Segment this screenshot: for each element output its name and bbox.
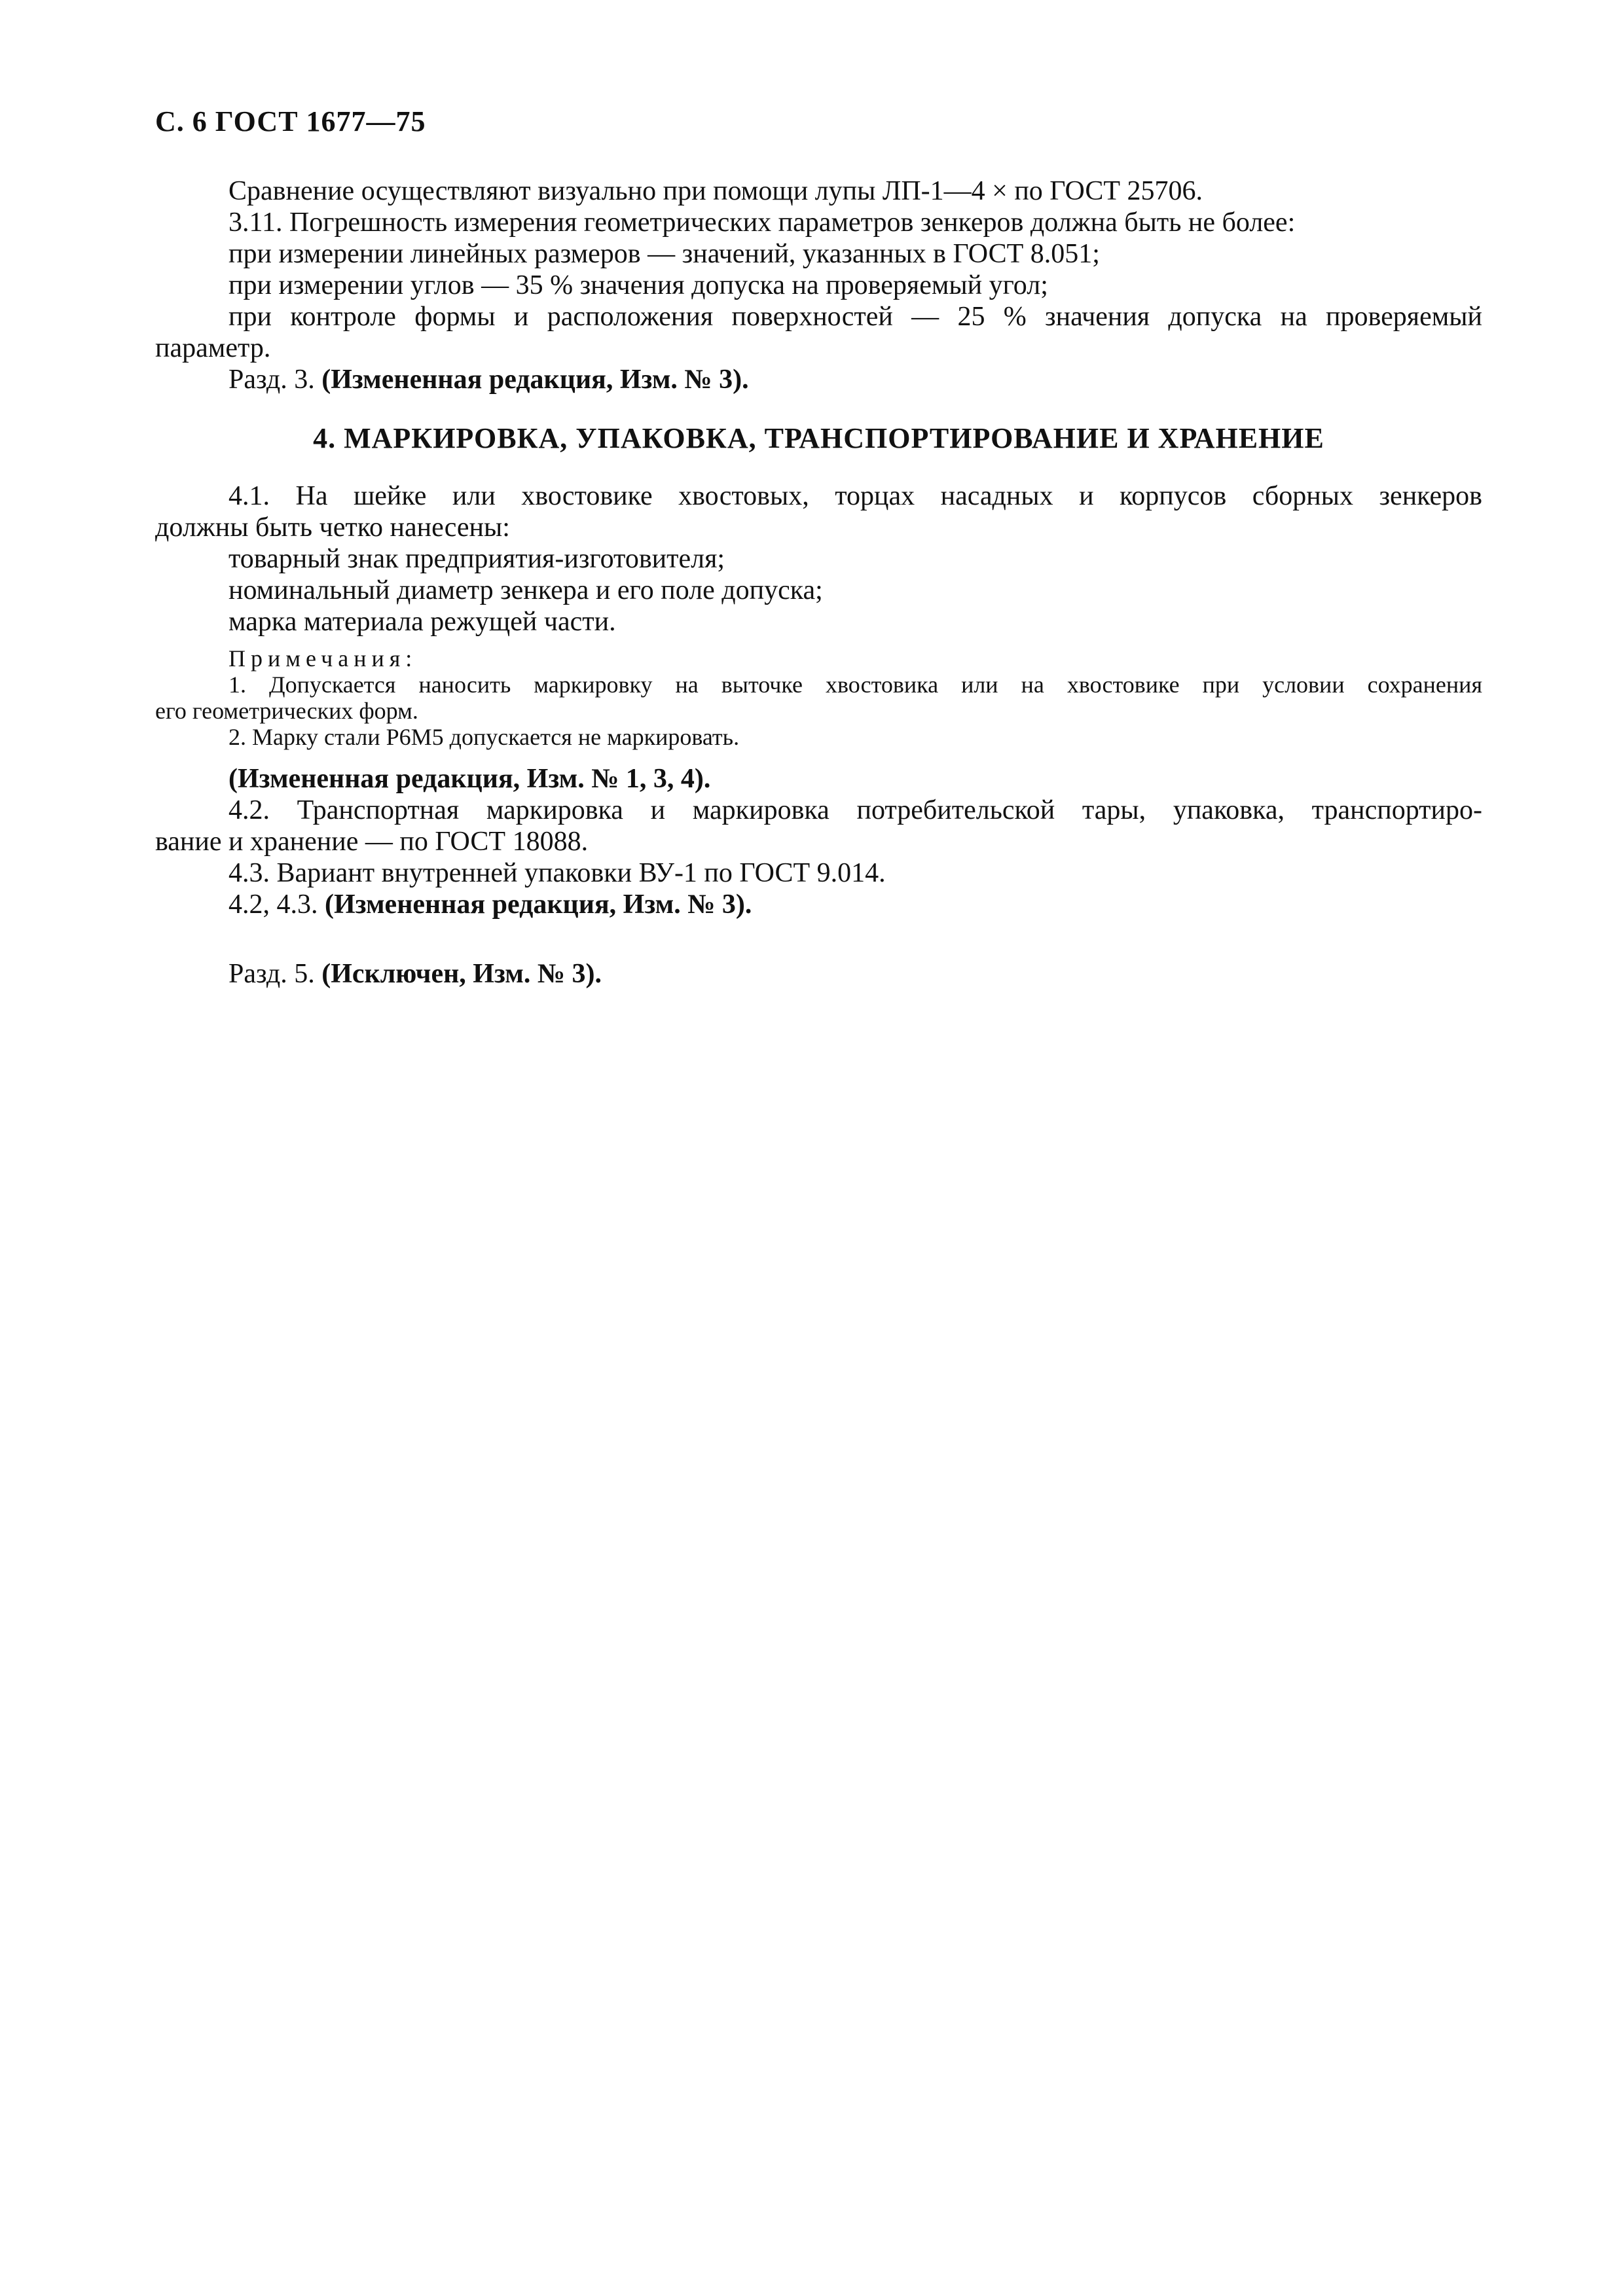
- paragraph-4-1: 4.1. На шейке или хвостовике хвостовых, торцах насадных и корпусов сборных зенкеров: [228, 481, 1482, 511]
- amendment-bold: (Измененная редакция, Изм. № 3).: [325, 889, 752, 920]
- note-1-cont: его геометрических форм.: [155, 698, 418, 724]
- paragraph-4-2: 4.2. Транспортная маркировка и маркировка потребительской тары, упаковка, транспортиро-: [228, 795, 1482, 825]
- list-item-trademark: товарный знак предприятия-изготовителя;: [228, 544, 725, 574]
- amendment-4-2-4-3: [155, 889, 1482, 920]
- paragraph-4-2-cont: вание и хранение — по ГОСТ 18088.: [155, 827, 589, 857]
- section-4-heading: 4. МАРКИРОВКА, УПАКОВКА, ТРАНСПОРТИРОВАНИЕ И ХРАНЕНИЕ: [313, 422, 1324, 454]
- paragraph-form-control: при контроле формы и расположения поверхностей — 25 % значения допуска на проверяемый: [228, 302, 1482, 332]
- section-5-bold: (Исключен, Изм. № 3).: [321, 959, 602, 989]
- note-2: 2. Марку стали Р6М5 допускается не маркировать.: [228, 724, 740, 750]
- amendment-prefix: 4.2, 4.3.: [228, 889, 325, 920]
- paragraph-comparison: Сравнение осуществляют визуально при помощи лупы ЛП-1—4 × по ГОСТ 25706.: [228, 176, 1203, 206]
- list-item-material: марка материала режущей части.: [228, 607, 616, 637]
- amendment-bold: (Измененная редакция, Изм. № 3).: [321, 365, 749, 395]
- amendment-section-4-1: (Измененная редакция, Изм. № 1, 3, 4).: [228, 764, 711, 794]
- document-body: [155, 175, 1482, 990]
- paragraph-form-control-cont: параметр.: [155, 333, 271, 363]
- paragraph-linear-sizes: при измерении линейных размеров — значений, указанных в ГОСТ 8.051;: [228, 239, 1100, 269]
- section-5-excluded: [155, 958, 1482, 990]
- list-item-diameter: номинальный диаметр зенкера и его поле допуска;: [228, 575, 823, 605]
- paragraph-angles: при измерении углов — 35 % значения допуска на проверяемый угол;: [228, 270, 1048, 300]
- paragraph-4-1-cont: должны быть четко нанесены:: [155, 512, 510, 543]
- amendment-section-3: [155, 364, 1482, 395]
- notes-title: Примечания:: [228, 645, 418, 672]
- page-header: С. 6 ГОСТ 1677—75: [155, 105, 426, 137]
- section-5-prefix: Разд. 5.: [228, 959, 322, 989]
- paragraph-3-11: 3.11. Погрешность измерения геометрических параметров зенкеров должна быть не более:: [228, 207, 1296, 238]
- amendment-prefix: Разд. 3.: [228, 365, 322, 395]
- paragraph-4-3: 4.3. Вариант внутренней упаковки ВУ-1 по ГОСТ 9.014.: [228, 858, 886, 888]
- note-1: 1. Допускается наносить маркировку на выточке хвостовика или на хвостовике при условии сохранения: [228, 672, 1482, 698]
